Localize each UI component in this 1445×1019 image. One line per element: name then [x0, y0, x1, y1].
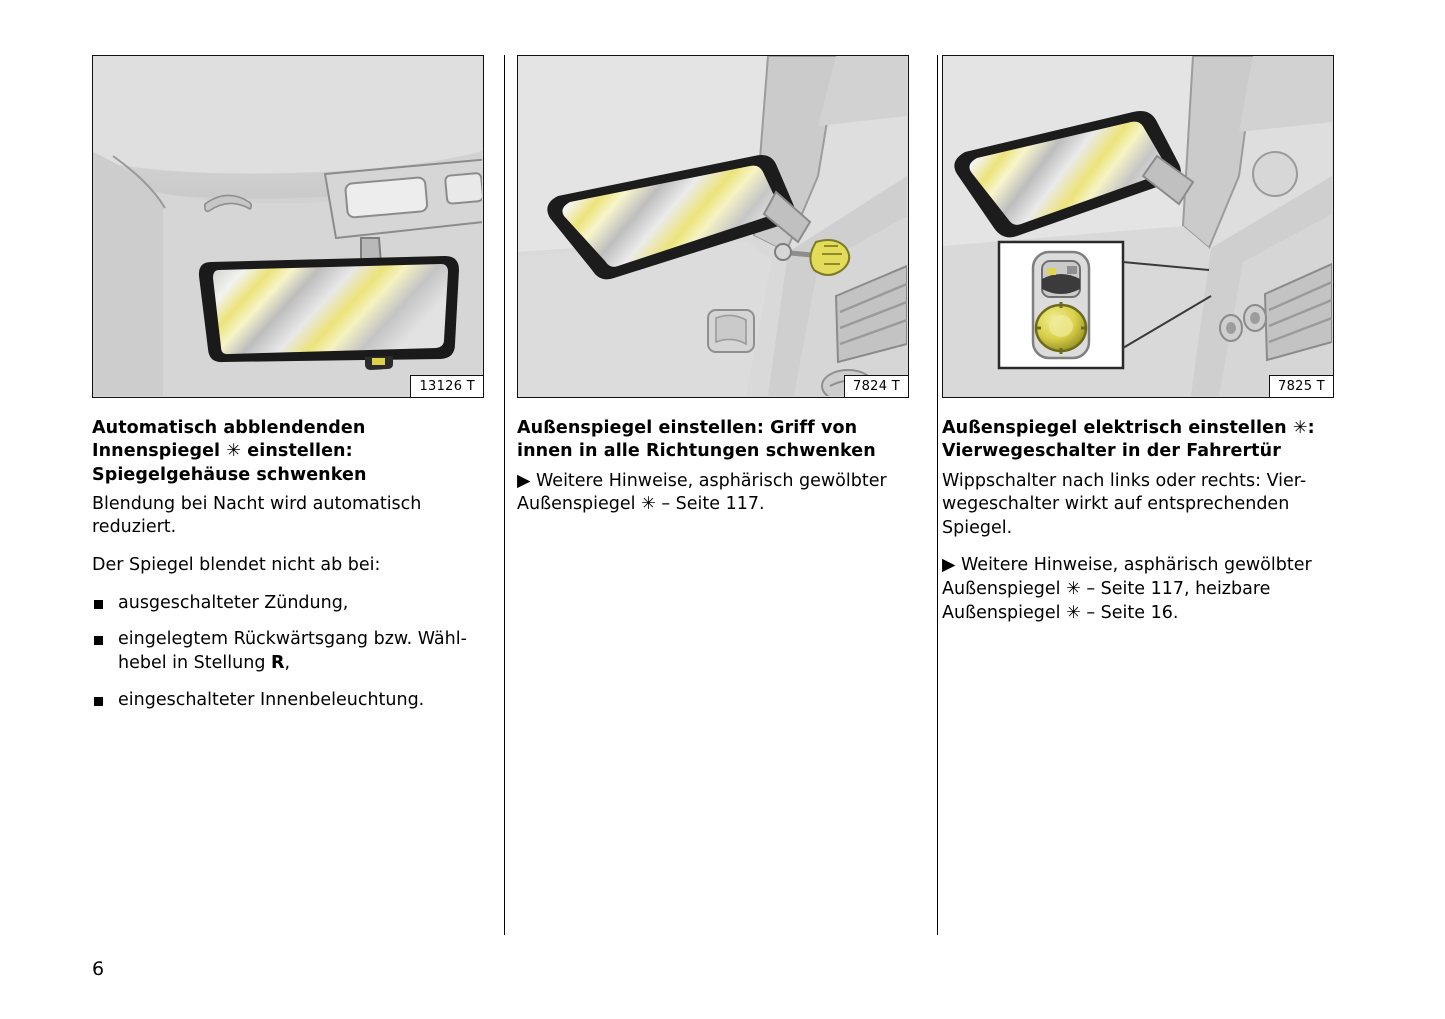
cross-reference-2: ▶ Weitere Hinweise, asphärisch gewölbter Außenspiegel ✳ – Seite 117.	[517, 470, 887, 515]
figure-code: 7824 T	[844, 375, 908, 397]
exterior-mirror-manual-adjust-illustration	[518, 56, 907, 396]
figure-exterior-mirror-manual	[517, 55, 909, 398]
section-heading-3: Außenspiegel elektrisch einstellen ✳: Vierwegeschalter in der Fahrertür	[942, 418, 1315, 462]
page-columns	[92, 55, 1354, 725]
paragraph-1-2: Der Spiegel blendet nicht ab bei:	[92, 555, 381, 576]
page-number: 6	[92, 958, 105, 980]
cross-reference-3: ▶ Weitere Hinweise, asphärisch gewölbter Außenspiegel ✳ – Seite 117, heizbare Außenspiegel ✳ – Seite 16.	[942, 555, 1312, 623]
section-heading-2: Außenspiegel einstellen: Griff von innen in alle Richtungen schwenken	[517, 418, 876, 462]
text-block-left	[92, 417, 484, 712]
list-item: eingeschalteter Innenbeleuchtung.	[92, 689, 484, 713]
section-heading-1: Automatisch abblendenden Innenspiegel ✳ einstellen: Spiegelgehäuse schwenken	[92, 418, 367, 485]
column-left	[92, 55, 484, 725]
figure-exterior-mirror-electric	[942, 55, 1334, 398]
bullet-list-1	[92, 592, 484, 713]
text-block-middle	[517, 417, 909, 517]
paragraph-1-1: Blendung bei Nacht wird automatisch reduziert.	[92, 493, 422, 538]
column-right	[909, 55, 1334, 639]
interior-rearview-mirror-illustration	[93, 56, 482, 396]
text-block-right	[942, 417, 1334, 625]
list-item: ausgeschalteter Zündung,	[92, 592, 484, 616]
column-middle	[484, 55, 909, 531]
figure-code: 13126 T	[410, 375, 483, 397]
figure-code: 7825 T	[1269, 375, 1333, 397]
paragraph-3-1: Wippschalter nach links oder rechts: Vier-wegeschalter wirkt auf entsprechenden Spiegel.	[942, 470, 1307, 538]
exterior-mirror-electric-switch-illustration	[943, 56, 1332, 396]
figure-interior-mirror	[92, 55, 484, 398]
list-item: eingelegtem Rückwärtsgang bzw. Wähl-hebel in Stellung R,	[92, 628, 484, 675]
